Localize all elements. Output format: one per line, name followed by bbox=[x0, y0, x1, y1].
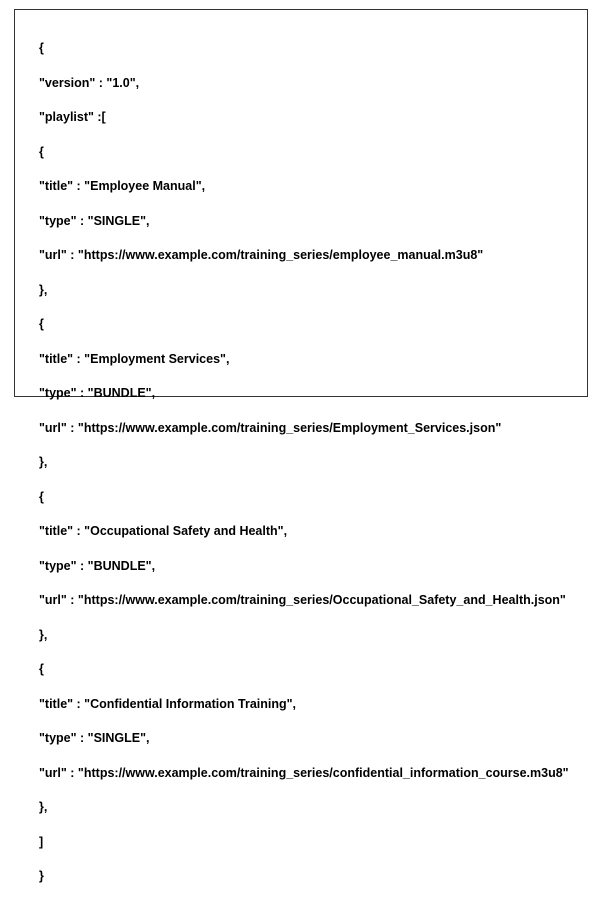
code-line: "url" : "https://www.example.com/training_series/confidential_information_course.m3u8" bbox=[39, 765, 569, 780]
code-line: "title" : "Employee Manual", bbox=[39, 179, 206, 193]
document-frame bbox=[14, 9, 588, 883]
code-line: "url" : "https://www.example.com/training_series/Employment_Services.json" bbox=[39, 420, 502, 435]
code-line: "title" : "Occupational Safety and Health", bbox=[39, 524, 288, 538]
code-line: "url" : "https://www.example.com/training_series/Occupational_Safety_and_Health.json" bbox=[39, 593, 566, 607]
code-line: }, bbox=[39, 282, 48, 297]
code-line: { bbox=[39, 489, 44, 504]
code-line: "title" : "Employment Services", bbox=[39, 351, 230, 366]
code-line: "url" : "https://www.example.com/training_series/employee_manual.m3u8" bbox=[39, 248, 484, 262]
code-line: "playlist" :[ bbox=[39, 110, 106, 124]
code-line: ] bbox=[39, 834, 44, 849]
code-line: "version" : "1.0", bbox=[39, 75, 140, 90]
code-line: "type" : "BUNDLE", bbox=[39, 558, 156, 573]
code-line: }, bbox=[39, 800, 48, 814]
code-line: "type" : "SINGLE", bbox=[39, 213, 150, 228]
code-line: "type" : "SINGLE", bbox=[39, 731, 150, 745]
code-line: "title" : "Confidential Information Training", bbox=[39, 696, 297, 711]
code-line: { bbox=[39, 662, 44, 676]
code-line: }, bbox=[39, 627, 48, 642]
code-line: { bbox=[39, 317, 44, 331]
code-line: "type" : "BUNDLE", bbox=[39, 386, 156, 400]
json-code-block bbox=[39, 20, 569, 906]
code-line: { bbox=[39, 41, 44, 55]
code-line: }, bbox=[39, 455, 48, 469]
code-line: } bbox=[39, 869, 44, 883]
code-line: { bbox=[39, 144, 44, 159]
